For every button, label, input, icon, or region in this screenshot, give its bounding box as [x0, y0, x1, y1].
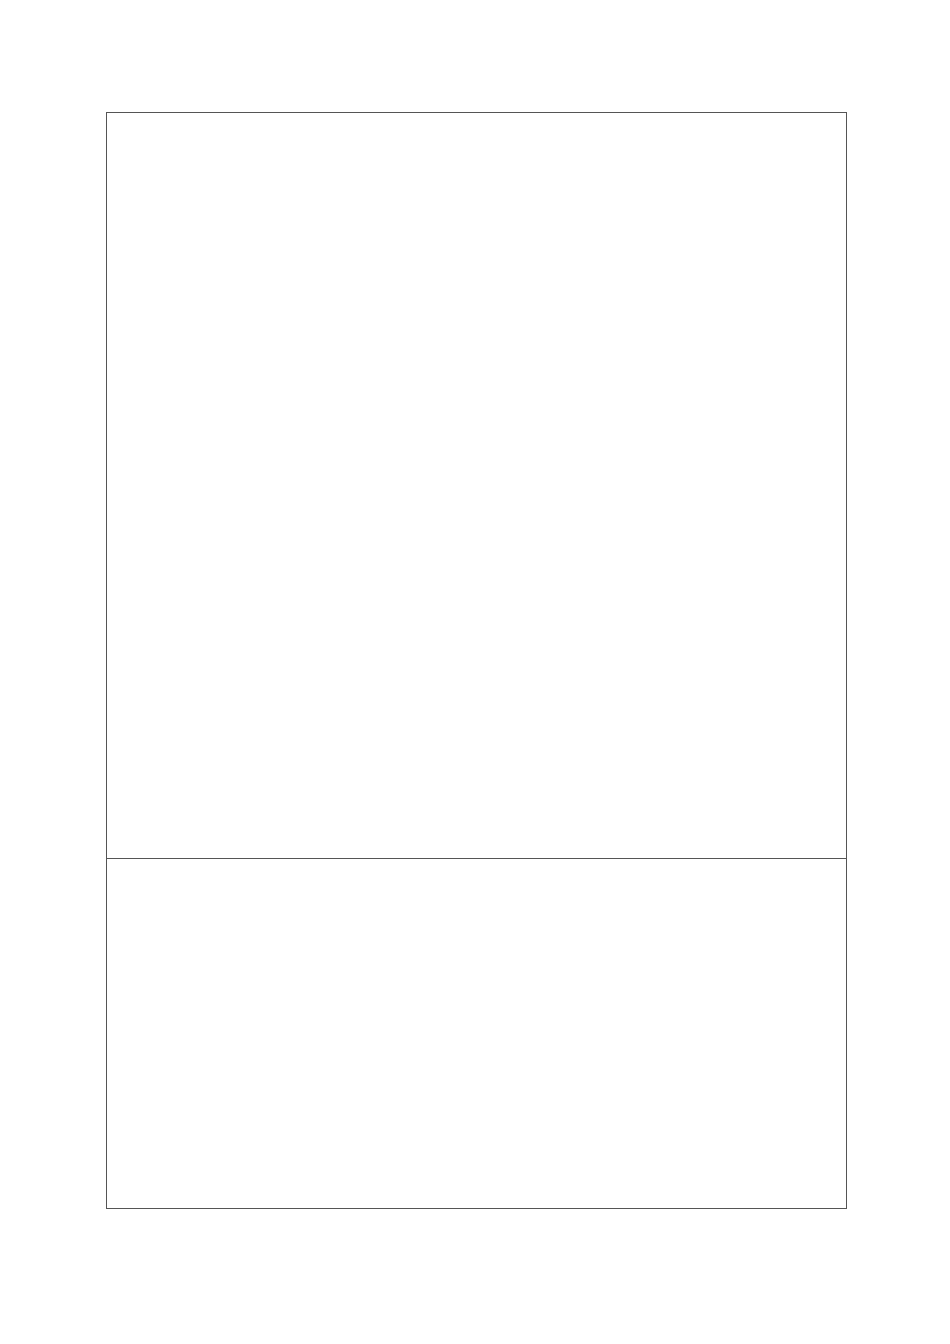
section-divider	[106, 858, 847, 859]
form-frame	[106, 112, 847, 1209]
